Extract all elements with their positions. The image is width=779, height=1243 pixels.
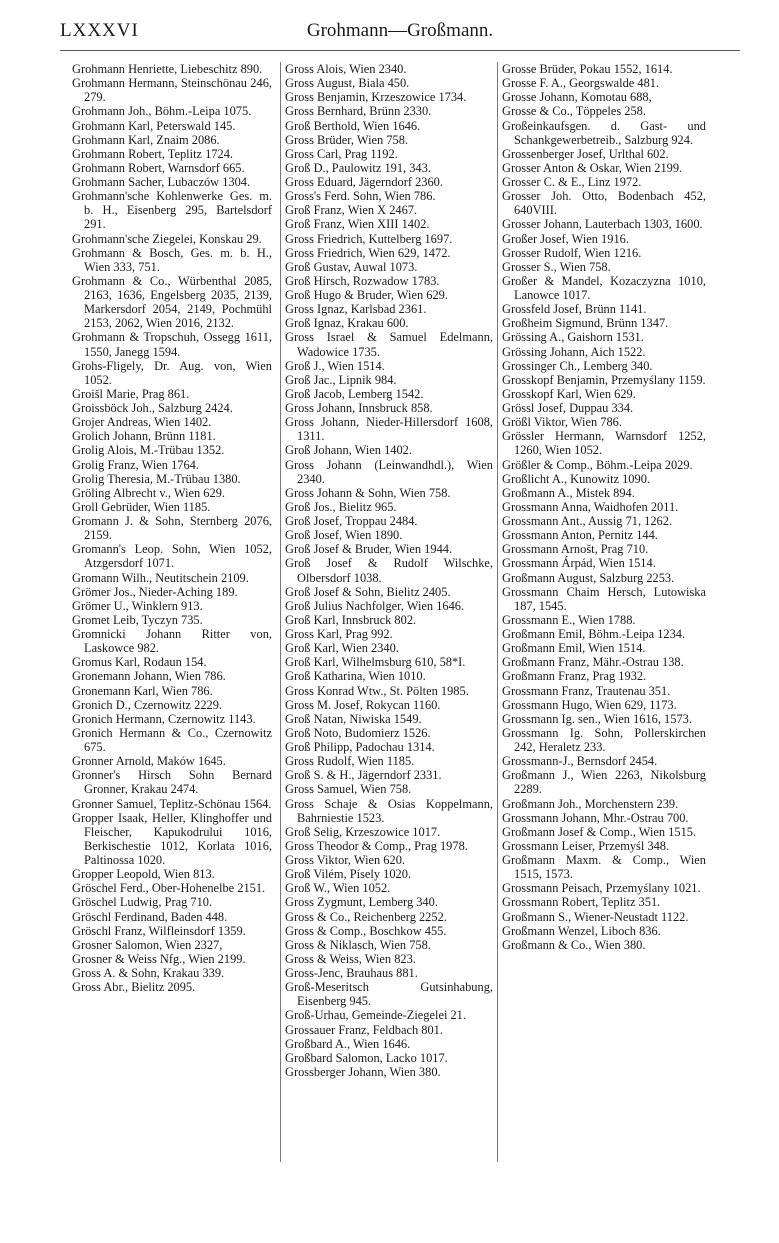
directory-entry: Grosser Joh. Otto, Bodenbach 452, 640VIII. — [502, 189, 706, 218]
directory-entry: Grossmann E., Wien 1788. — [502, 612, 636, 627]
directory-entry: Gropper Leopold, Wien 813. — [72, 867, 215, 882]
directory-entry: Gross Friedrich, Kuttelberg 1697. — [285, 231, 453, 246]
directory-entry: Groß Josef & Rudolf Wilschke, Olbersdorf 1038. — [285, 556, 493, 585]
directory-entry: Grohs-Fligely, Dr. Aug. von, Wien 1052. — [72, 358, 272, 387]
directory-entry: Grömer U., Winklern 913. — [72, 598, 203, 613]
directory-entry: Groß Karl, Wilhelmsburg 610, 58*I. — [285, 655, 466, 670]
directory-entry: Grosse Brüder, Pokau 1552, 1614. — [502, 62, 673, 76]
directory-entry: Groß Josef & Bruder, Wien 1944. — [285, 542, 453, 557]
directory-entry: Großmann Joh., Morchenstern 239. — [502, 796, 679, 811]
directory-entry: Gronemann Johann, Wien 786. — [72, 669, 226, 684]
directory-entry: Gross A. & Sohn, Krakau 339. — [72, 966, 225, 980]
directory-entry: Grohmann Robert, Teplitz 1724. — [72, 146, 233, 161]
directory-entry: Grosse & Co., Töppeles 258. — [502, 104, 646, 119]
directory-entry: Gröschl Ferdinand, Baden 448. — [72, 909, 228, 924]
directory-entry: Gromann Wilh., Neutitschein 2109. — [72, 570, 249, 585]
directory-entry: Gross Theodor & Comp., Prag 1978. — [285, 838, 468, 853]
directory-entry: Grohmann Sacher, Lubaczów 1304. — [72, 175, 251, 189]
directory-entry: Grolig Franz, Wien 1764. — [72, 457, 199, 472]
directory-entry: Grömer Jos., Nieder-Aching 189. — [72, 584, 238, 599]
running-head: Grohmann—Großmann. — [306, 20, 494, 41]
directory-entry: Grossmann Robert, Teplitz 351. — [502, 895, 661, 910]
directory-entry: Grosse F. A., Georgswalde 481. — [502, 76, 660, 91]
directory-entry: Grossfeld Josef, Brünn 1141. — [502, 302, 647, 317]
directory-entry: Gross Johann, Innsbruck 858. — [285, 401, 433, 415]
directory-entry: Gross Benjamin, Krzeszowice 1734. — [285, 90, 467, 105]
directory-entry: Grossmann Chaim Hersch, Lutowiska 187, 1545. — [502, 584, 706, 613]
directory-entry: Gröling Albrecht v., Wien 629. — [72, 485, 225, 500]
column-3 — [502, 62, 706, 952]
directory-entry: Groß Karl, Wien 2340. — [285, 641, 399, 656]
directory-entry: Grossmann Arnošt, Prag 710. — [502, 542, 649, 557]
directory-entry: Grosse Johann, Komotau 688, — [502, 90, 652, 105]
directory-entry: Grossmann Árpád, Wien 1514. — [502, 556, 656, 571]
directory-entry: Grolig Alois, M.-Trübau 1352. — [72, 443, 225, 458]
directory-entry: Gross Johann, Nieder-Hillersdorf 1608, 1311. — [285, 415, 493, 444]
directory-entry: Groissböck Joh., Salzburg 2424. — [72, 401, 233, 415]
directory-entry: Grossmann Hugo, Wien 629, 1173. — [502, 697, 677, 712]
directory-entry: Groß Julius Nachfolger, Wien 1646. — [285, 598, 465, 613]
directory-entry: Groß Philipp, Padochau 1314. — [285, 740, 435, 754]
directory-entry: Groß Josef, Wien 1890. — [285, 528, 403, 543]
directory-entry: Grosser Anton & Oskar, Wien 2199. — [502, 160, 683, 175]
directory-entry: Groß Franz, Wien XIII 1402. — [285, 217, 430, 232]
directory-entry: Großmann A., Mistek 894. — [502, 485, 635, 500]
directory-entry: Groß Johann, Wien 1402. — [285, 443, 412, 458]
directory-entry: Grossmann Franz, Trautenau 351. — [502, 683, 671, 698]
directory-entry: Grossenberger Josef, Urlthal 602. — [502, 146, 669, 161]
directory-entry: Gross Ignaz, Karlsbad 2361. — [285, 302, 427, 317]
directory-entry: Großmann Franz, Mähr.-Ostrau 138. — [502, 655, 684, 670]
directory-entry: Gross's Ferd. Sohn, Wien 786. — [285, 189, 436, 204]
directory-entry: Groß Jos., Bielitz 965. — [285, 499, 397, 514]
directory-entry: Gromnicki Johann Ritter von, Laskowce 982. — [72, 627, 272, 656]
directory-entry: Grolig Theresia, M.-Trübau 1380. — [72, 471, 241, 486]
directory-entry: Gross Bernhard, Brünn 2330. — [285, 104, 432, 119]
directory-entry: Gross Johann & Sohn, Wien 758. — [285, 485, 451, 500]
directory-entry: Gross Brüder, Wien 758. — [285, 132, 409, 147]
directory-entry: Grossinger Ch., Lemberg 340. — [502, 358, 653, 373]
directory-entry: Gromann J. & Sohn, Sternberg 2076, 2159. — [72, 514, 272, 543]
directory-entry: Groß Noto, Budomierz 1526. — [285, 725, 431, 740]
directory-entry: Gross Zygmunt, Lemberg 340. — [285, 895, 438, 910]
directory-entry: Großbard A., Wien 1646. — [285, 1036, 411, 1051]
directory-entry: Grossmann-J., Bernsdorf 2454. — [502, 754, 658, 769]
directory-entry: Groß Vilém, Písely 1020. — [285, 867, 412, 882]
directory-entry: Großmann Wenzel, Liboch 836. — [502, 923, 661, 938]
directory-entry: Großmann Maxm. & Comp., Wien 1515, 1573. — [502, 853, 706, 882]
directory-entry: Gropper Isaak, Heller, Klinghoffer und Fleischer, Kapukodrului 1016, Berkischestie 1012, Korlata 1016, Paltinossa 1020. — [72, 810, 272, 867]
directory-entry: Groß Katharina, Wien 1010. — [285, 669, 426, 684]
directory-entry: Grohmann Joh., Böhm.-Leipa 1075. — [72, 104, 252, 119]
directory-entry: Groß Franz, Wien X 2467. — [285, 203, 418, 218]
directory-entry: Grohmann Robert, Warnsdorf 665. — [72, 160, 245, 175]
directory-entry: Gross & Weiss, Wien 823. — [285, 951, 416, 966]
directory-entry: Groß Berthold, Wien 1646. — [285, 118, 421, 133]
directory-entry: Groß D., Paulowitz 191, 343. — [285, 160, 431, 175]
directory-entry: Gross-Jenc, Brauhaus 881. — [285, 966, 418, 980]
directory-entry: Gross & Comp., Boschkow 455. — [285, 923, 447, 938]
directory-entry: Grosskopf Karl, Wien 629. — [502, 386, 636, 401]
directory-entry: Grohmann & Tropschuh, Ossegg 1611, 1550, Janegg 1594. — [72, 330, 272, 359]
directory-entry: Groß-Meseritsch Gutsinhabung, Eisenberg 945. — [285, 980, 493, 1009]
directory-entry: Grössing A., Gaishorn 1531. — [502, 330, 644, 345]
directory-entry: Gross Alois, Wien 2340. — [285, 62, 407, 76]
directory-entry: Großer & Mandel, Kozaczyzna 1010, Lanowce 1017. — [502, 273, 706, 302]
directory-entry: Großmann & Co., Wien 380. — [502, 937, 646, 952]
directory-entry: Gross Viktor, Wien 620. — [285, 853, 405, 867]
directory-entry: Gross & Co., Reichenberg 2252. — [285, 909, 447, 924]
directory-entry: Grossmann Ig. Sohn, Pollerskirchen 242, Heraletz 233. — [502, 725, 706, 754]
directory-entry: Gross & Niklasch, Wien 758. — [285, 937, 431, 952]
directory-entry: Großmann Franz, Prag 1932. — [502, 669, 647, 684]
directory-entry: Grohmann'sche Kohlenwerke Ges. m. b. H., Eisenberg 295, Bartelsdorf 291. — [72, 189, 272, 232]
directory-entry: Groß Selig, Krzeszowice 1017. — [285, 824, 441, 839]
directory-entry: Groß Ignaz, Krakau 600. — [285, 316, 409, 331]
directory-entry: Gronich Hermann & Co., Czernowitz 675. — [72, 725, 272, 754]
directory-entry: Groß W., Wien 1052. — [285, 881, 391, 896]
column-divider — [280, 62, 281, 1162]
directory-entry: Grössing Johann, Aich 1522. — [502, 344, 646, 359]
directory-entry: Grössler Hermann, Warnsdorf 1252, 1260, Wien 1052. — [502, 429, 706, 458]
directory-entry: Gronich D., Czernowitz 2229. — [72, 697, 223, 712]
directory-entry: Grosner Salomon, Wien 2327, — [72, 937, 223, 952]
directory-entry: Großheim Sigmund, Brünn 1347. — [502, 316, 669, 331]
directory-entry: Grosser C. & E., Linz 1972. — [502, 175, 642, 189]
directory-entry: Gross Rudolf, Wien 1185. — [285, 754, 415, 769]
directory-entry: Grohmann'sche Ziegelei, Konskau 29. — [72, 231, 262, 246]
column-divider — [497, 62, 498, 1162]
directory-entry: Groß Karl, Innsbruck 802. — [285, 612, 417, 627]
directory-entry: Grosskopf Benjamin, Przemyślany 1159. — [502, 372, 706, 387]
header-rule — [60, 50, 740, 51]
directory-entry: Gross M. Josef, Rokycan 1160. — [285, 697, 441, 712]
directory-entry: Grohmann Henriette, Liebeschitz 890. — [72, 62, 263, 76]
directory-entry: Groß Natan, Niwiska 1549. — [285, 711, 422, 726]
directory-entry: Groß Gustav, Auwal 1073. — [285, 259, 418, 274]
directory-entry: Gross Friedrich, Wien 629, 1472. — [285, 245, 451, 260]
directory-entry: Groß Josef & Sohn, Bielitz 2405. — [285, 584, 451, 599]
directory-entry: Grossmann Anna, Waidhofen 2011. — [502, 499, 679, 514]
directory-entry: Gromet Leib, Tyczyn 735. — [72, 612, 203, 627]
directory-entry: Groß J., Wien 1514. — [285, 358, 385, 373]
column-2 — [285, 62, 493, 1079]
directory-entry: Groß Josef, Troppau 2484. — [285, 514, 418, 528]
directory-entry: Gross Israel & Samuel Edelmann, Wadowice 1735. — [285, 330, 493, 359]
directory-entry: Großmann Josef & Comp., Wien 1515. — [502, 824, 697, 839]
directory-entry: Großmann Emil, Böhm.-Leipa 1234. — [502, 627, 686, 641]
directory-entry: Grojer Andreas, Wien 1402. — [72, 415, 212, 430]
directory-entry: Groß Jac., Lipnik 984. — [285, 372, 397, 387]
directory-entry: Grosner & Weiss Nfg., Wien 2199. — [72, 951, 246, 966]
directory-entry: Großbard Salomon, Lacko 1017. — [285, 1050, 448, 1065]
directory-entry: Gronner Samuel, Teplitz-Schönau 1564. — [72, 796, 272, 811]
directory-entry: Grohmann & Bosch, Ges. m. b. H., Wien 333, 751. — [72, 245, 272, 274]
directory-entry: Grosser Rudolf, Wien 1216. — [502, 245, 642, 260]
directory-entry: Gronner Arnold, Maków 1645. — [72, 754, 226, 769]
page-number: LXXXVI — [60, 20, 139, 41]
directory-entry: Gronner's Hirsch Sohn Bernard Gronner, Krakau 2474. — [72, 768, 272, 797]
directory-entry: Gromus Karl, Rodaun 154. — [72, 655, 207, 670]
directory-entry: Gross August, Biala 450. — [285, 76, 410, 91]
directory-entry: Großeinkaufsgen. d. Gast- und Schankgewerbetreib., Salzburg 924. — [502, 118, 706, 147]
directory-entry: Grosser Johann, Lauterbach 1303, 1600. — [502, 217, 703, 232]
directory-entry: Gröschel Ludwig, Prag 710. — [72, 895, 213, 910]
directory-entry: Gross Abr., Bielitz 2095. — [72, 980, 196, 995]
directory-entry: Großmann August, Salzburg 2253. — [502, 570, 675, 585]
directory-entry: Grossmann Peisach, Przemyślany 1021. — [502, 881, 701, 896]
directory-entry: Grössl Josef, Duppau 334. — [502, 401, 634, 415]
directory-entry: Gromann's Leop. Sohn, Wien 1052, Atzgersdorf 1071. — [72, 542, 272, 571]
directory-entry: Grohmann Karl, Peterswald 145. — [72, 118, 236, 133]
directory-entry: Grossmann Ant., Aussig 71, 1262. — [502, 514, 673, 528]
directory-entry: Großlicht A., Kunowitz 1090. — [502, 471, 650, 486]
column-1 — [72, 62, 272, 994]
directory-entry: Grosser S., Wien 758. — [502, 259, 611, 274]
directory-entry: Gross Carl, Prag 1192. — [285, 146, 398, 161]
directory-entry: Größler & Comp., Böhm.-Leipa 2029. — [502, 457, 693, 472]
directory-entry: Großer Josef, Wien 1916. — [502, 231, 629, 246]
directory-entry: Gronemann Karl, Wien 786. — [72, 683, 213, 698]
directory-entry: Groll Gebrüder, Wien 1185. — [72, 499, 211, 514]
directory-entry: Groišl Marie, Prag 861. — [72, 386, 190, 401]
directory-entry: Grohmann Hermann, Steinschönau 246, 279. — [72, 76, 272, 105]
directory-entry: Gross Johann (Leinwandhdl.), Wien 2340. — [285, 457, 493, 486]
directory-entry: Groß Jacob, Lemberg 1542. — [285, 386, 424, 401]
directory-entry: Grossmann Johann, Mhr.-Ostrau 700. — [502, 810, 689, 825]
directory-entry: Gronich Hermann, Czernowitz 1143. — [72, 711, 256, 726]
directory-entry: Gross Samuel, Wien 758. — [285, 782, 412, 797]
directory-entry: Gross Konrad Wtw., St. Pölten 1985. — [285, 683, 469, 698]
page-header — [60, 20, 740, 46]
directory-entry: Großmann S., Wiener-Neustadt 1122. — [502, 909, 689, 924]
directory-entry: Groß S. & H., Jägerndorf 2331. — [285, 768, 442, 783]
directory-entry: Großmann Emil, Wien 1514. — [502, 641, 646, 656]
directory-entry: Gröschl Franz, Wilfleinsdorf 1359. — [72, 923, 246, 938]
directory-entry: Grohmann & Co., Würbenthal 2085, 2163, 1636, Engelsberg 2035, 2139, Markersdorf 2054, 2149, Pochmühl 2153, 2062, Wien 2016, 2132. — [72, 273, 272, 331]
directory-entry: Gröschel Ferd., Ober-Hohenelbe 2151. — [72, 881, 266, 896]
directory-entry: Groß-Urhau, Gemeinde-Ziegelei 21. — [285, 1008, 466, 1023]
directory-entry: Großmann J., Wien 2263, Nikolsburg 2289. — [502, 768, 706, 797]
directory-entry: Grossauer Franz, Feldbach 801. — [285, 1022, 443, 1037]
directory-entry: Gross Eduard, Jägerndorf 2360. — [285, 175, 443, 189]
directory-entry: Gross Karl, Prag 992. — [285, 627, 393, 641]
directory-entry: Grolich Johann, Brünn 1181. — [72, 429, 216, 444]
directory-entry: Groß Hugo & Bruder, Wien 629. — [285, 288, 448, 302]
directory-entry: Grossmann Ig. sen., Wien 1616, 1573. — [502, 711, 692, 726]
directory-entry: Groß Hirsch, Rozwadow 1783. — [285, 273, 440, 288]
directory-entry: Grossmann Anton, Pernitz 144. — [502, 528, 658, 543]
directory-entry: Grossberger Johann, Wien 380. — [285, 1064, 441, 1079]
directory-entry: Größl Viktor, Wien 786. — [502, 415, 622, 430]
directory-entry: Grohmann Karl, Znaim 2086. — [72, 132, 220, 147]
directory-entry: Grossmann Leiser, Przemyśl 348. — [502, 838, 670, 853]
directory-entry: Gross Schaje & Osias Koppelmann, Bahrniestie 1523. — [285, 796, 493, 825]
